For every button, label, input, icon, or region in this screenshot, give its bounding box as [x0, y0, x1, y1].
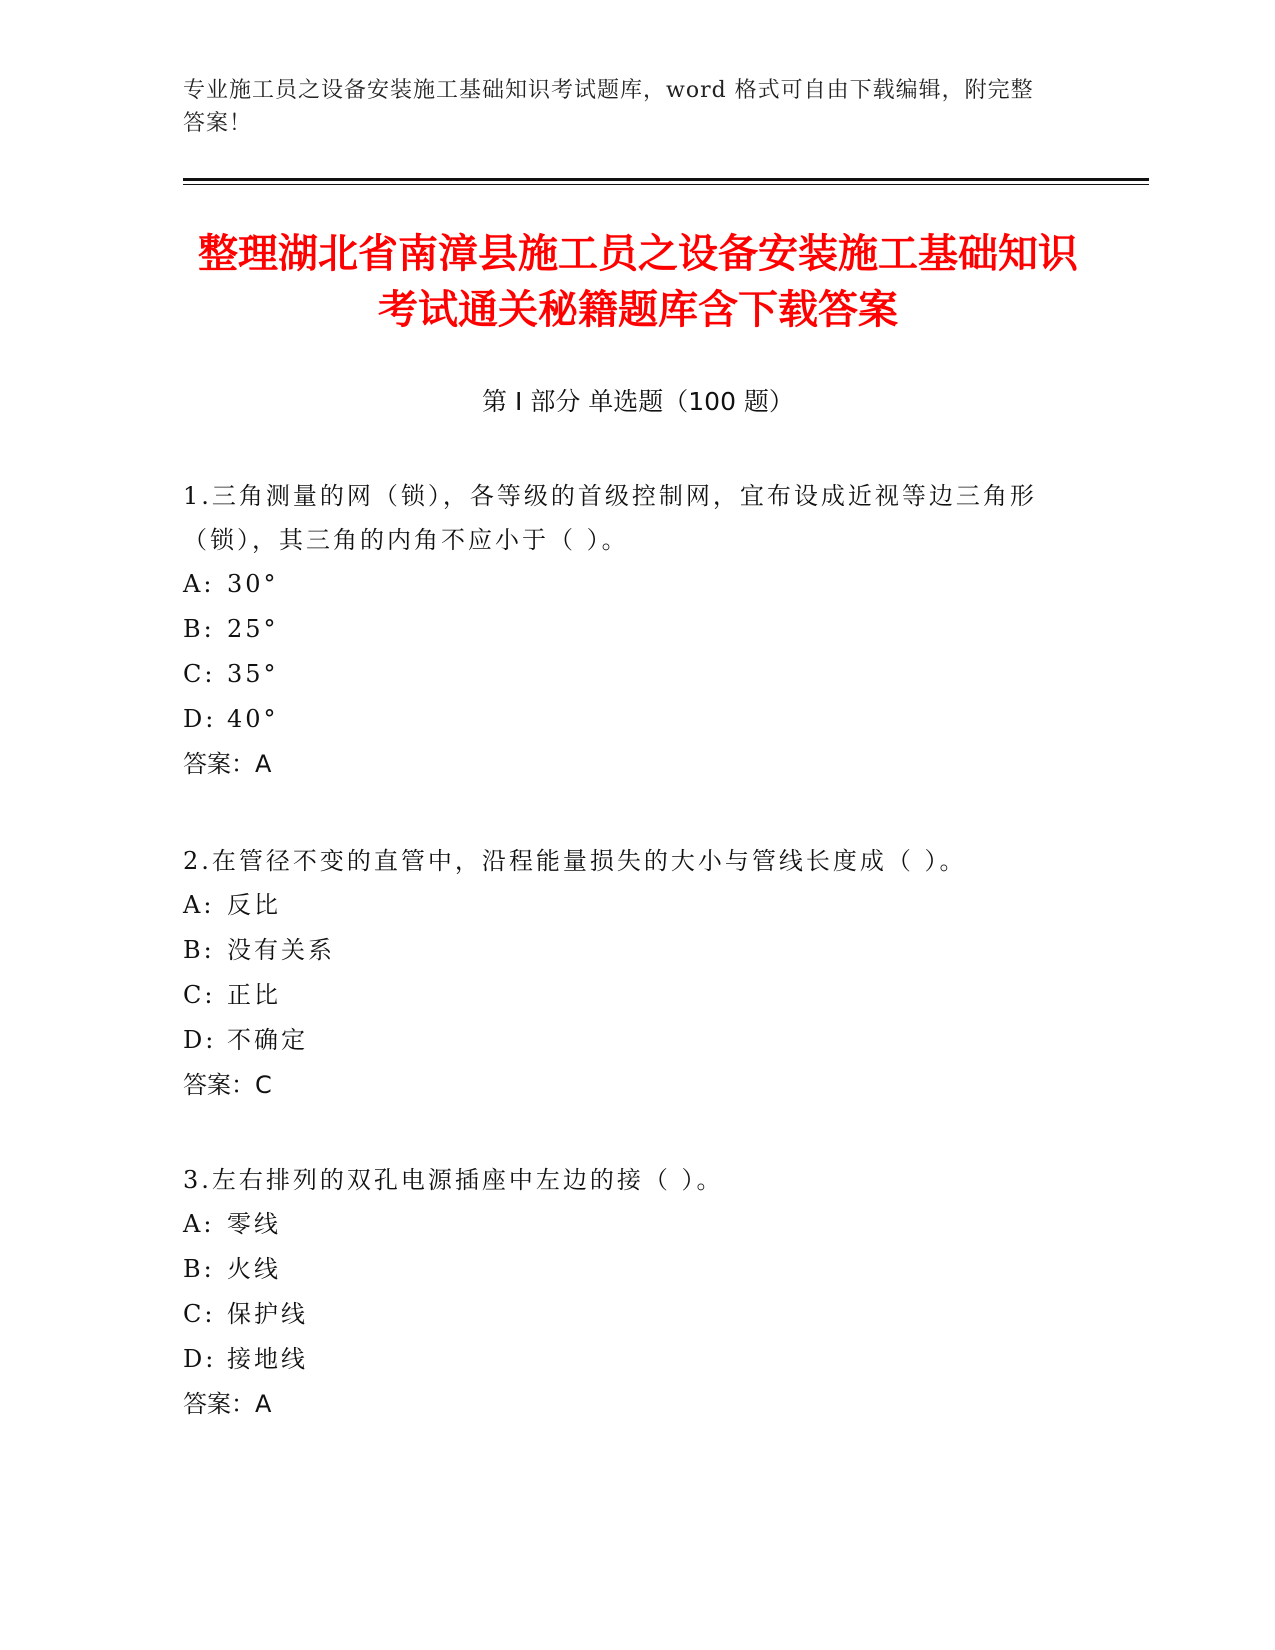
option-letter: D: [183, 1026, 217, 1054]
document-title: 整理湖北省南漳县施工员之设备安装施工基础知识考试通关秘籍题库含下载答案 [198, 231, 1078, 333]
option-c [183, 1292, 1063, 1337]
option-c [183, 652, 1063, 697]
option-text: 40° [227, 705, 279, 733]
option-text: 没有关系 [227, 936, 335, 964]
option-a [183, 562, 1063, 607]
question-stem: 3.左右排列的双孔电源插座中左边的接（ ）。 [183, 1166, 724, 1194]
answer-line: 答案：C [183, 1071, 272, 1099]
option-c [183, 973, 1063, 1018]
option-d [183, 1337, 1063, 1382]
question-stem: 1.三角测量的网（锁），各等级的首级控制网，宜布设成近视等边三角形（锁），其三角的内角不应小于（ ）。 [183, 482, 1037, 554]
answer-line: 答案：A [183, 750, 272, 778]
option-letter: C: [183, 660, 216, 688]
header-divider-thin [183, 184, 1149, 185]
header-note: 专业施工员之设备安装施工基础知识考试题库，word 格式可自由下载编辑，附完整答案！ [183, 78, 1034, 136]
option-letter: A: [183, 1210, 215, 1238]
option-text: 35° [227, 660, 279, 688]
option-text: 25° [227, 615, 279, 643]
option-a [183, 1202, 1063, 1247]
option-text: 火线 [227, 1255, 281, 1283]
option-text: 不确定 [227, 1026, 308, 1054]
section-title: 第 I 部分 单选题（100 题） [482, 387, 794, 416]
option-d [183, 1018, 1063, 1063]
option-text: 反比 [227, 891, 281, 919]
option-text: 正比 [227, 981, 281, 1009]
option-d [183, 697, 1063, 742]
option-letter: D: [183, 1345, 217, 1373]
question-stem: 2.在管径不变的直管中，沿程能量损失的大小与管线长度成（ ）。 [183, 847, 967, 875]
answer-line: 答案：A [183, 1390, 272, 1418]
option-letter: B: [183, 936, 215, 964]
option-b [183, 607, 1063, 652]
header-divider-thick [183, 178, 1149, 181]
option-b [183, 928, 1063, 973]
option-letter: D: [183, 705, 217, 733]
question-2 [183, 839, 1063, 1108]
option-text: 保护线 [227, 1300, 308, 1328]
option-text: 零线 [227, 1210, 281, 1238]
question-3 [183, 1158, 1063, 1427]
option-letter: A: [183, 891, 215, 919]
option-letter: C: [183, 981, 216, 1009]
option-b [183, 1247, 1063, 1292]
option-letter: B: [183, 615, 215, 643]
option-letter: A: [183, 570, 215, 598]
question-1 [183, 474, 1063, 787]
option-letter: C: [183, 1300, 216, 1328]
option-text: 30° [227, 570, 279, 598]
option-text: 接地线 [227, 1345, 308, 1373]
option-letter: B: [183, 1255, 215, 1283]
option-a [183, 883, 1063, 928]
